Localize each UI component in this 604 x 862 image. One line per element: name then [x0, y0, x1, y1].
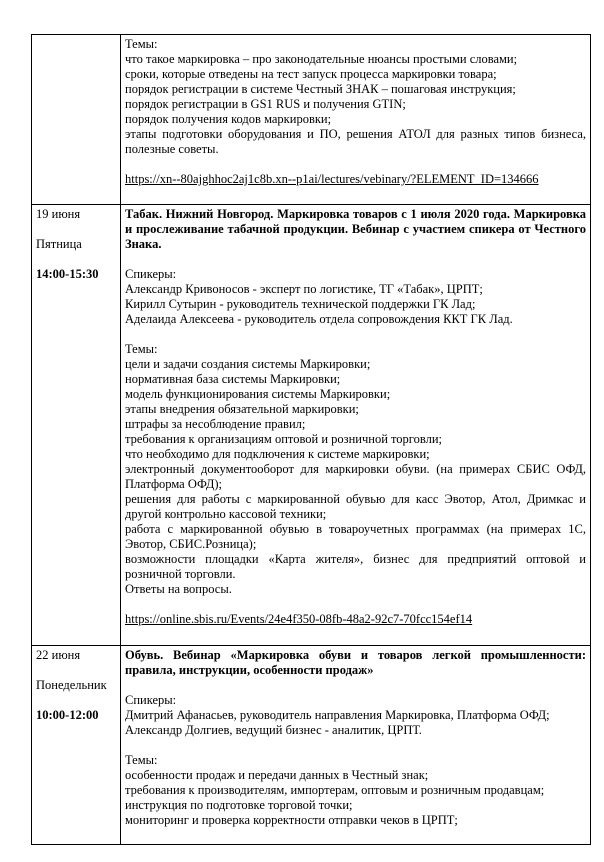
- speaker-item: Аделаида Алексеева - руководитель отдела сопровождения ККТ ГК Лад.: [125, 312, 513, 326]
- topic-item: электронный документооборот для маркировки обуви. (на примерах СБИС ОФД, Платформа ОФД);: [125, 462, 586, 491]
- topic-item: что необходимо для подключения к системе маркировки;: [125, 447, 430, 461]
- speakers-heading: Спикеры:: [125, 693, 177, 707]
- event-title: Табак. Нижний Новгород. Маркировка товаров с 1 июля 2020 года. Маркировка и прослеживание табачной продукции. Вебинар с участием спикера от Честного Знака.: [125, 207, 586, 251]
- description-cell: [121, 205, 591, 646]
- topic-item: требования к производителям, импортерам, оптовым и розничным продавцам;: [125, 783, 545, 797]
- topic-item: нормативная база системы Маркировки;: [125, 372, 341, 386]
- topics-heading: Темы:: [125, 342, 158, 356]
- date-cell: [32, 35, 121, 205]
- speaker-item: Дмитрий Афанасьев, руководитель направления Маркировка, Платформа ОФД;: [125, 708, 550, 722]
- table-row: [32, 35, 591, 205]
- topics-heading: Темы:: [125, 37, 158, 51]
- event-weekday: Пятница: [36, 237, 82, 251]
- event-weekday: Понедельник: [36, 678, 107, 692]
- event-title: Обувь. Вебинар «Маркировка обуви и товаров легкой промышленности: правила, инструкции, особенности продаж»: [125, 648, 586, 677]
- topic-item: работа с маркированной обувью в товароучетных программах (на примерах 1С, Эвотор, СБИС.Розница);: [125, 522, 586, 551]
- topic-item: Ответы на вопросы.: [125, 582, 232, 596]
- table-row: [32, 205, 591, 646]
- topic-item: модель функционирования системы Маркировки;: [125, 387, 391, 401]
- speakers-heading: Спикеры:: [125, 267, 177, 281]
- topic-item: требования к организациям оптовой и розничной торговли;: [125, 432, 443, 446]
- date-cell: [32, 205, 121, 646]
- topic-item: инструкция по подготовке торговой точки;: [125, 798, 353, 812]
- topic-item: возможности площадки «Карта жителя», бизнес для предприятий оптовой и розничной торговли.: [125, 552, 586, 581]
- event-time: 10:00-12:00: [36, 708, 99, 722]
- topic-item: порядок регистрации в системе Честный ЗНАК – пошаговая инструкция;: [125, 82, 516, 96]
- table-row: [32, 646, 591, 845]
- topic-item: этапы внедрения обязательной маркировки;: [125, 402, 359, 416]
- event-date: 22 июня: [36, 648, 81, 662]
- speaker-item: Александр Кривоносов - эксперт по логистике, ТГ «Табак», ЦРПТ;: [125, 282, 483, 296]
- description-cell: [121, 35, 591, 205]
- description-cell: [121, 646, 591, 845]
- topic-item: особенности продаж и передачи данных в Честный знак;: [125, 768, 429, 782]
- topic-item: штрафы за несоблюдение правил;: [125, 417, 306, 431]
- speaker-item: Кирилл Сутырин - руководитель технической поддержки ГК Лад;: [125, 297, 476, 311]
- topic-item: мониторинг и проверка корректности отправки чеков в ЦРПТ;: [125, 813, 458, 827]
- date-cell: [32, 646, 121, 845]
- webinar-schedule-table: [31, 34, 591, 845]
- topic-item: сроки, которые отведены на тест запуск процесса маркировки товара;: [125, 67, 497, 81]
- webinar-link[interactable]: https://online.sbis.ru/Events/24e4f350-08fb-48a2-92c7-70fcc154ef14: [125, 612, 473, 626]
- topic-item: цели и задачи создания системы Маркировки;: [125, 357, 371, 371]
- topic-item: решения для работы с маркированной обувью для касс Эвотор, Атол, Дримкас и другой контрольно кассовой техники;: [125, 492, 586, 521]
- topic-item: что такое маркировка – про законодательные нюансы простыми словами;: [125, 52, 518, 66]
- event-time: 14:00-15:30: [36, 267, 99, 281]
- topic-item: порядок регистрации в GS1 RUS и получения GTIN;: [125, 97, 406, 111]
- topic-item: порядок получения кодов маркировки;: [125, 112, 332, 126]
- webinar-link[interactable]: https://xn--80ajghhoc2aj1c8b.xn--p1ai/lectures/vebinary/?ELEMENT_ID=134666: [125, 172, 539, 186]
- topic-item: этапы подготовки оборудования и ПО, решения АТОЛ для разных типов бизнеса, полезные советы.: [125, 127, 586, 156]
- speaker-item: Александр Долгиев, ведущий бизнес - аналитик, ЦРПТ.: [125, 723, 422, 737]
- event-date: 19 июня: [36, 207, 81, 221]
- topics-heading: Темы:: [125, 753, 158, 767]
